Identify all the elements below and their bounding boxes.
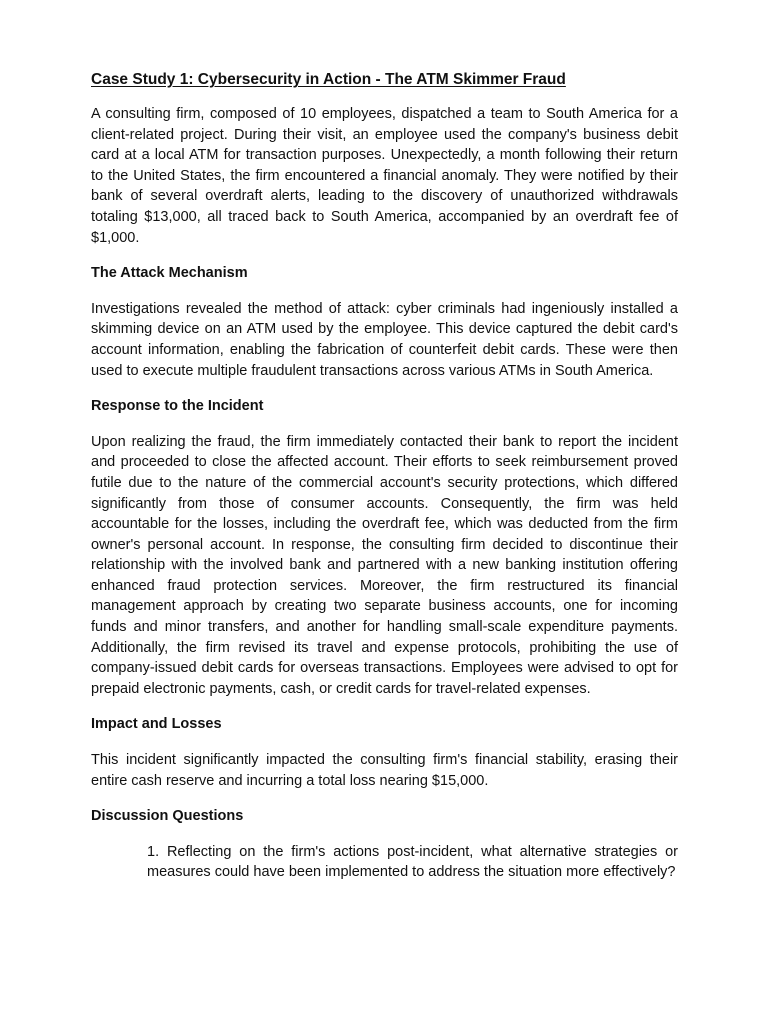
impact-heading: Impact and Losses — [91, 716, 222, 733]
intro-paragraph: A consulting firm, composed of 10 employees, dispatched a team to South America for a client-related project. During their visit, an employee used the company's business debit card at a local ATM for transaction purposes. Unexpectedly, a month following their return to the United States, the firm encountered a financial anomaly. They were notified by their bank of several overdraft alerts, leading to the discovery of unauthorized withdrawals totaling $13,000, all traced back to South America, accompanied by an overdraft fee of $1,000. — [91, 106, 678, 246]
discussion-heading: Discussion Questions — [91, 808, 244, 825]
impact-paragraph: This incident significantly impacted the consulting firm's financial stability, erasing their entire cash reserve and incurring a total loss nearing $15,000. — [91, 752, 678, 789]
document-title: Case Study 1: Cybersecurity in Action - The ATM Skimmer Fraud — [91, 71, 566, 88]
response-paragraph: Upon realizing the fraud, the firm immediately contacted their bank to report the incident and proceeded to close the affected account. Their efforts to seek reimbursement proved futile due to the nature of the commercial account's security protections, which differed significantly from those of consumer accounts. Consequently, the firm was held accountable for the losses, including the overdraft fee, which was deducted from the firm owner's personal account. In response, the consulting firm decided to discontinue their relationship with the involved bank and partnered with a new banking institution offering enhanced fraud protection services. Moreover, the firm restructured its financial management approach by creating two separate business accounts, one for incoming funds and minor transfers, and another for handling small-scale expenditure payments. Additionally, the firm revised its travel and expense protocols, prohibiting the use of company-issued debit cards for overseas transactions. Employees were advised to opt for prepaid electronic payments, cash, or credit cards for travel-related expenses. — [91, 433, 678, 697]
attack-mechanism-paragraph: Investigations revealed the method of attack: cyber criminals had ingeniously installed a skimming device on an ATM used by the employee. This device captured the debit card's account information, enabling the fabrication of counterfeit debit cards. These were then used to execute multiple fraudulent transactions across various ATMs in South America. — [91, 300, 678, 379]
response-heading: Response to the Incident — [91, 398, 264, 415]
discussion-question-list — [91, 842, 678, 883]
discussion-question: 1. Reflecting on the firm's actions post-incident, what alternative strategies or measures could have been implemented to address the situation more effectively? — [147, 843, 678, 881]
attack-mechanism-heading: The Attack Mechanism — [91, 265, 248, 282]
document-page — [91, 68, 678, 883]
